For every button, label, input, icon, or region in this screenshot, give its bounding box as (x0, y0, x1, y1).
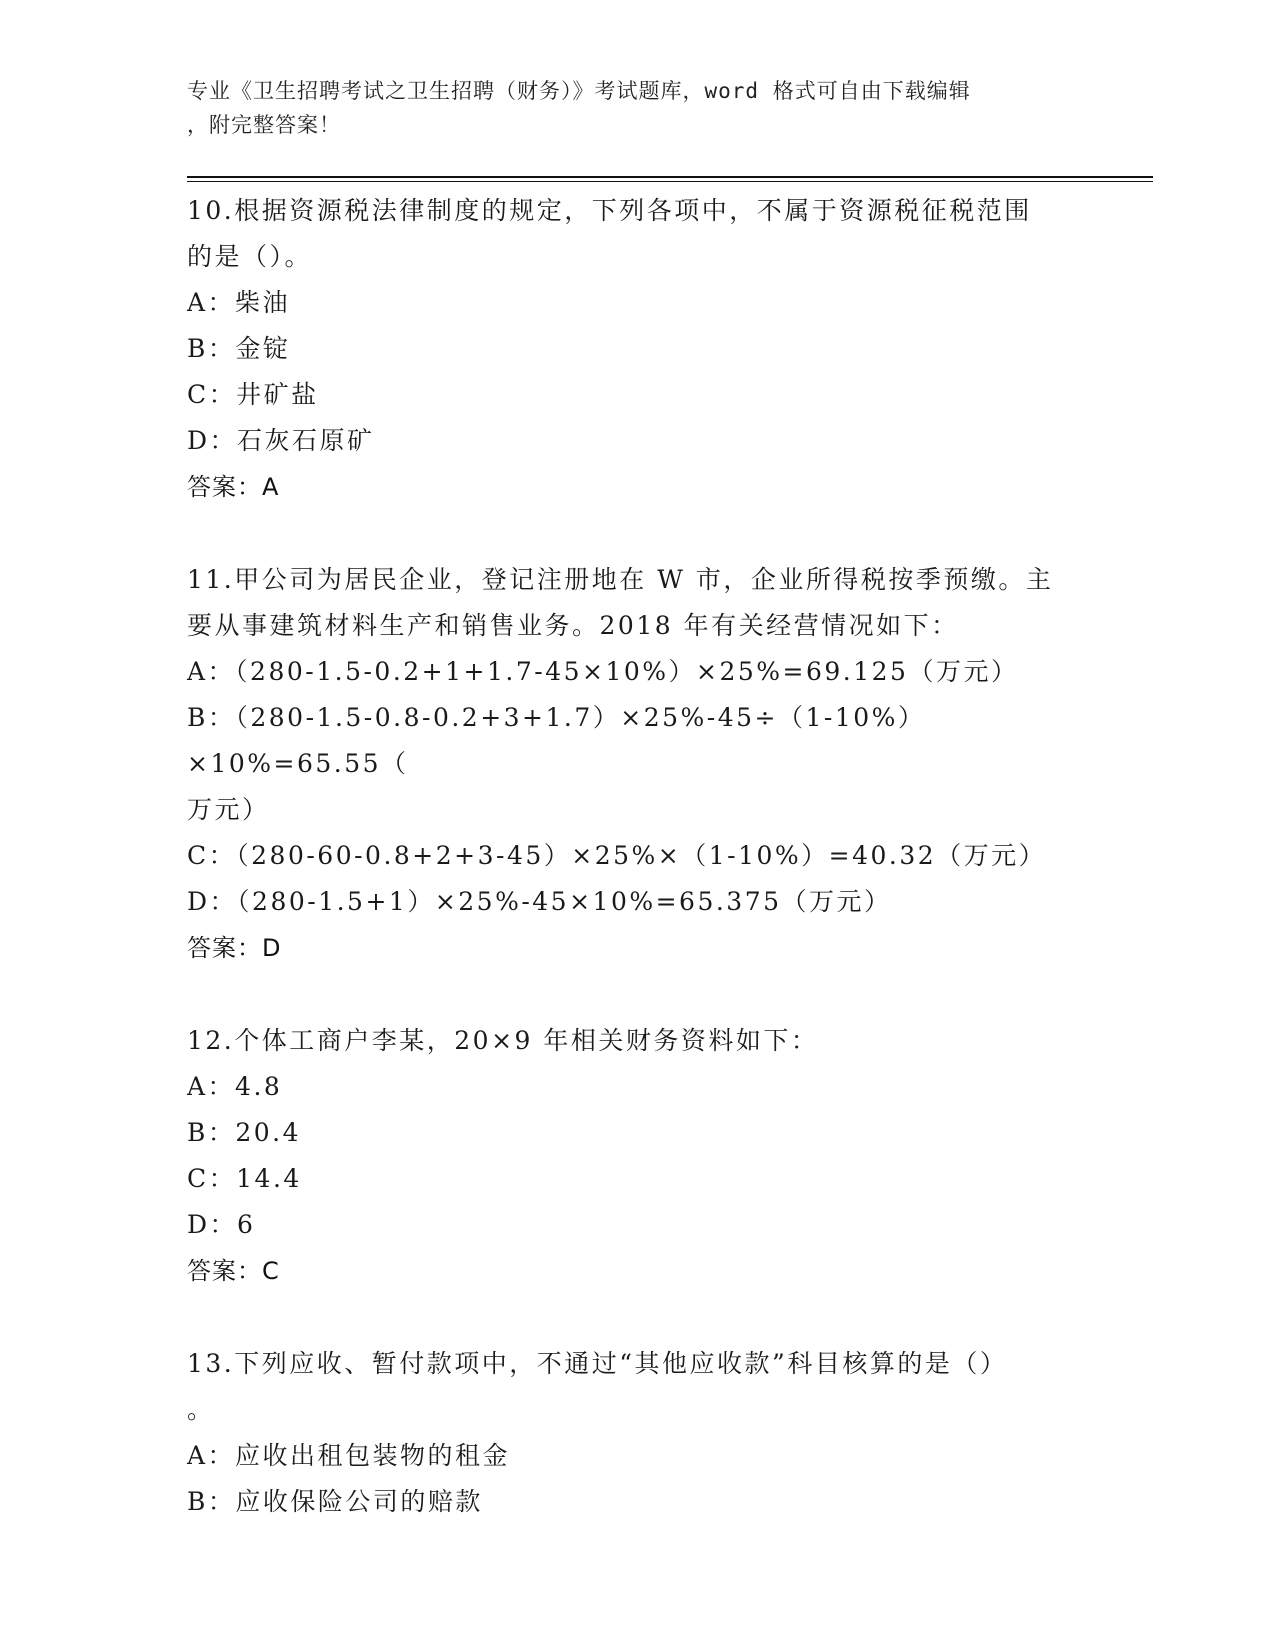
question-text (187, 557, 1087, 649)
answer-line: 答案：A (187, 473, 280, 501)
option-a: A：应收出租包装物的租金 (187, 1441, 511, 1470)
document-header (187, 74, 1067, 142)
answer-line: 答案：D (187, 934, 282, 962)
answer-line: 答案：C (187, 1257, 280, 1285)
option-b-line: B：（280-1.5-0.8-0.2+3+1.7）×25%-45÷（1-10%）×10%=65.55（ (187, 703, 926, 778)
header-line-1: 专业《卫生招聘考试之卫生招聘（财务）》考试题库，word 格式可自由下载编辑 (187, 79, 971, 103)
question-text (187, 1341, 1087, 1433)
option-d: D：（280-1.5+1）×25%-45×10%=65.375（万元） (187, 887, 892, 916)
option-a: A：柴油 (187, 288, 291, 317)
question-text-line: 12.个体工商户李某，20×9 年相关财务资料如下： (187, 1026, 819, 1055)
question-text (187, 188, 1087, 280)
question-text-line: 10.根据资源税法律制度的规定，下列各项中，不属于资源税征税范围 (187, 196, 1032, 225)
option-b-line: 万元） (187, 795, 270, 824)
question-text-line: 的是（）。 (187, 242, 313, 271)
header-line-2: ，附完整答案！ (187, 113, 341, 137)
option-b: B：应收保险公司的赔款 (187, 1487, 483, 1516)
question-text (187, 1018, 1087, 1064)
option-b: B：金锭 (187, 334, 291, 363)
option-c: C：（280-60-0.8+2+3-45）×25%×（1-10%）=40.32（万元） (187, 841, 1047, 870)
header-divider-thin (187, 181, 1153, 182)
option-d: D：6 (187, 1210, 256, 1239)
question-12 (187, 1018, 1087, 1294)
option-c: C：14.4 (187, 1164, 302, 1193)
question-text-line: 。 (187, 1395, 215, 1424)
question-11 (187, 557, 1087, 971)
option-b: B：20.4 (187, 1118, 302, 1147)
option-c: C：井矿盐 (187, 380, 319, 409)
question-text-line: 13.下列应收、暂付款项中，不通过“其他应收款”科目核算的是（） (187, 1349, 1008, 1378)
option-b (187, 695, 1087, 833)
option-d: D：石灰石原矿 (187, 426, 375, 455)
question-13 (187, 1341, 1087, 1525)
question-10 (187, 188, 1087, 510)
question-text-line: 要从事建筑材料生产和销售业务。2018 年有关经营情况如下： (187, 611, 959, 640)
header-divider-thick (187, 176, 1153, 178)
question-text-line: 11.甲公司为居民企业，登记注册地在 W 市，企业所得税按季预缴。主 (187, 565, 1054, 594)
option-a: A：4.8 (187, 1072, 283, 1101)
question-list (187, 188, 1087, 1572)
option-a: A：（280-1.5-0.2+1+1.7-45×10%）×25%=69.125（万元） (187, 657, 1019, 686)
